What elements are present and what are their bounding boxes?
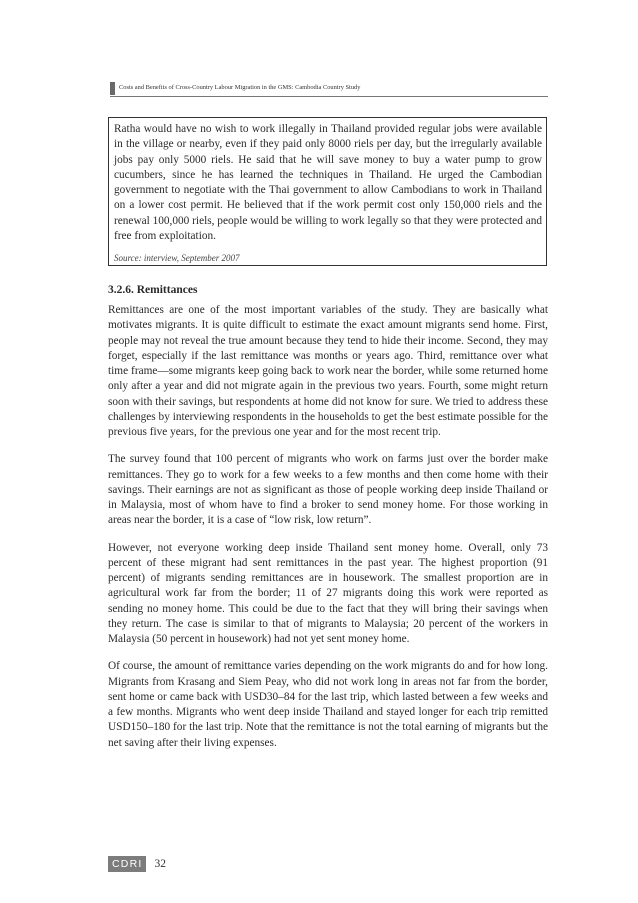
running-header [110, 78, 548, 97]
paragraph: Of course, the amount of remittance varies depending on the work migrants do and for how long. Migrants from Krasang and Siem Peay, who did not work long in areas not far from the border, sent home or came back with USD30–84 for the last trip, which lasted between a few weeks and a few months. Migrants who went deep inside Thailand and stayed longer for each trip remitted USD150–180 for the last trip. Note that the remittance is not the total earning of migrants but the net saving after their living expenses. [108, 660, 548, 749]
page-number: 32 [154, 858, 166, 870]
paragraph: Remittances are one of the most important variables of the study. They are basically what motivates migrants. It is quite difficult to estimate the exact amount migrants send home. First, people may not reveal the true amount because they tend to hide their income. Second, they may forget, especially if the last remittance was months or years ago. Third, remittance over what time frame—some migrants keep going back to work near the border, while some returned home only after a year and did not migrate again in the previous two years. Fourth, some might return soon with their savings, but respondents at home did not know for sure. We tried to address these challenges by interviewing respondents in the households to get the best estimate possible for the previous five years, for the previous one year and for the most recent trip. [108, 304, 548, 438]
case-study-text: Ratha would have no wish to work illegally in Thailand provided regular jobs were available in the village or nearby, even if they paid only 8000 riels per day, but the irregularly available jobs pay only 5000 riels. He said that he will save money to buy a water pump to grow cucumbers, since he has learned the techniques in Thailand. He urged the Cambodian government to negotiate with the Thai government to allow Cambodians to work in Thailand on a lower cost permit. He believed that if the work permit cost only 150,000 riels and the renewal 100,000 riels, people would be willing to work legally so that they were protected and free from exploitation. [114, 123, 542, 242]
header-marker-bar [110, 82, 115, 95]
cdri-logo: CDRI [108, 856, 146, 872]
body-text [108, 303, 548, 763]
case-study-source: Source: interview, September 2007 [114, 253, 240, 263]
paragraph: The survey found that 100 percent of migrants who work on farms just over the border make remittances. They go to work for a few weeks to a few months and then come home with their savings. Their earnings are not as significant as those of people working deep inside Thailand or in Malaysia, most of whom have to find a broker to send money home. For those working in areas near the border, it is a case of “low risk, low return”. [108, 453, 548, 527]
case-study-box [108, 117, 547, 266]
paragraph: However, not everyone working deep inside Thailand sent money home. Overall, only 73 percent of these migrant had sent remittances in the past year. The highest proportion (91 percent) of migrants sending remittances are in housework. The smallest proportion are in agricultural work far from the border; 11 of 27 migrants doing this work were reported as sending no money home. This could be due to the fact that they will bring their savings when they return. The case is similar to that of migrants to Malaysia; 20 percent of the workers in Malaysia (50 percent in housework) had not yet sent money home. [108, 541, 548, 645]
section-heading: 3.2.6. Remittances [108, 284, 198, 296]
page-footer [108, 856, 166, 872]
running-title: Costs and Benefits of Cross-Country Labour Migration in the GMS: Cambodia Country Study [119, 84, 361, 91]
